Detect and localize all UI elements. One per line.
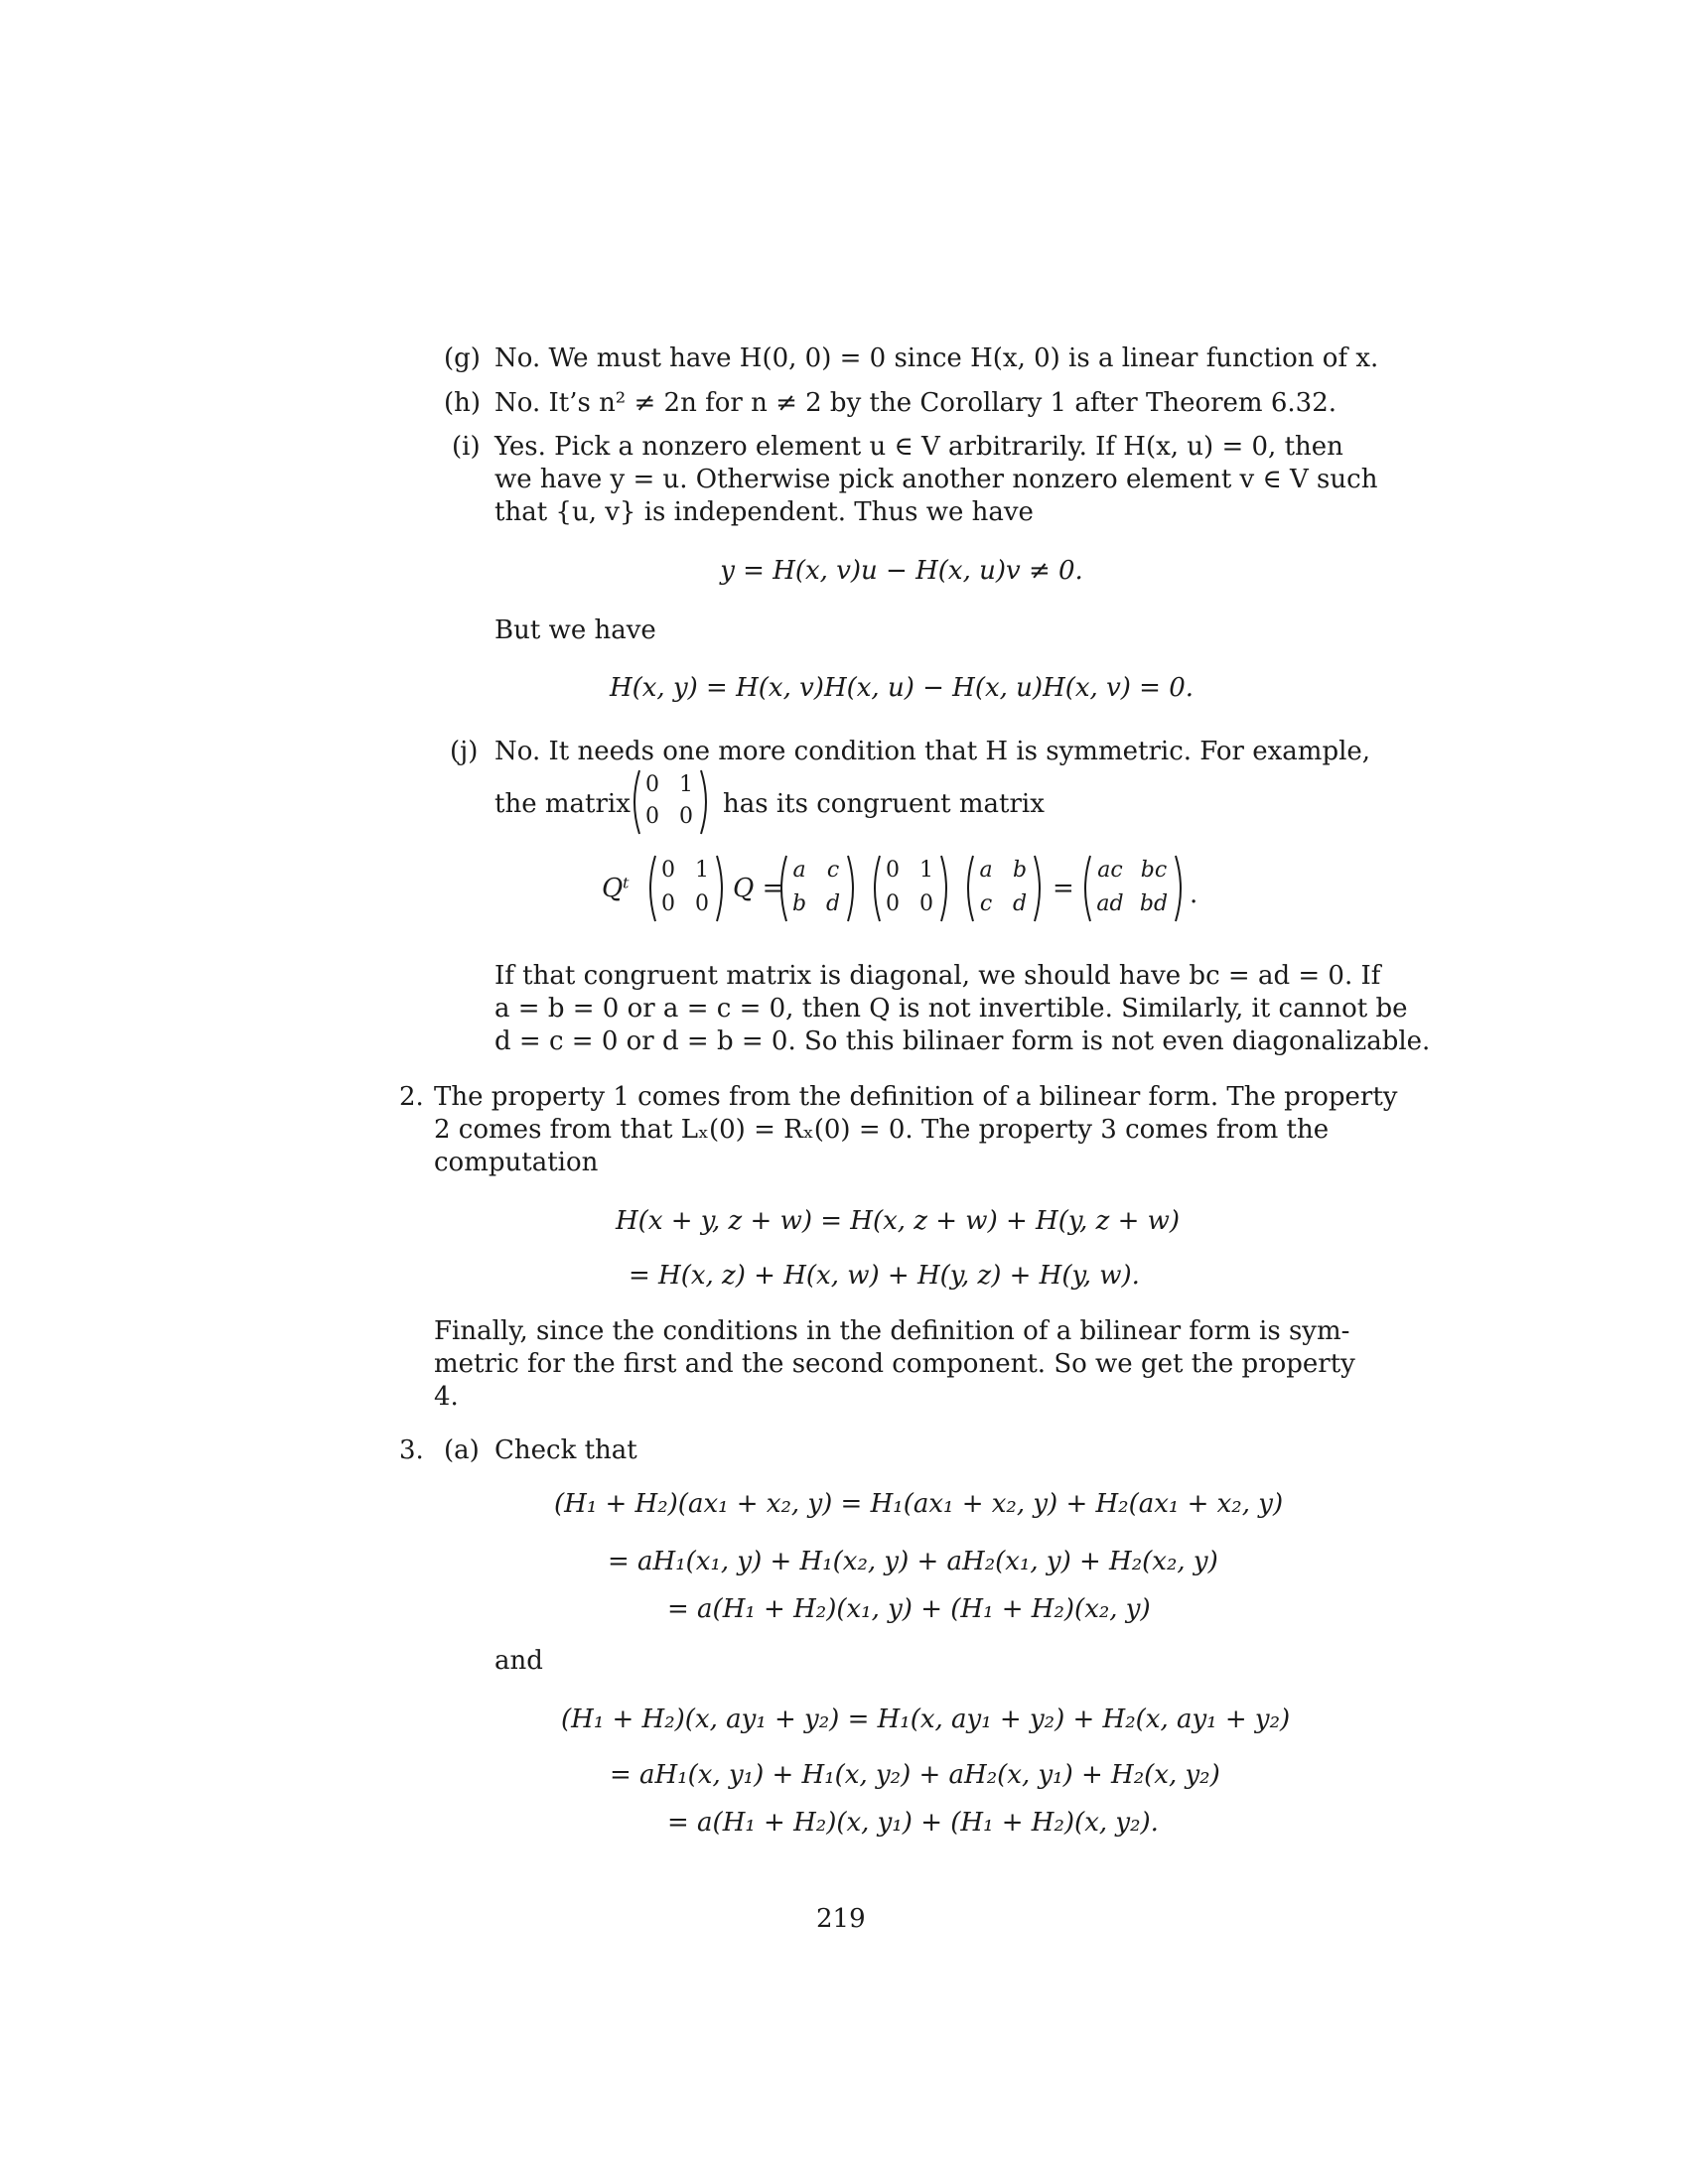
matrix-cell: b	[1012, 858, 1028, 883]
item-2-final-1: Finally, since the conditions in the definition of a bilinear form is sym-	[434, 1316, 1350, 1346]
q-transpose: Qᵗ	[602, 874, 630, 903]
item-g-label: (g)	[444, 343, 481, 373]
matrix-cell: 0	[661, 858, 675, 883]
item-3a-eq-5: = aH₁(x, y₁) + H₁(x, y₂) + aH₂(x, y₁) + H₂(x, y₂)	[610, 1760, 1220, 1790]
item-3a-check-that: Check that	[494, 1435, 637, 1465]
item-j-after-3: d = c = 0 or d = b = 0. So this bilinaer form is not even diagonalizable.	[494, 1026, 1431, 1056]
item-h-text: No. It’s n² ≠ 2n for n ≠ 2 by the Corollary 1 after Theorem 6.32.	[494, 388, 1336, 418]
item-2-final-3: 4.	[434, 1382, 459, 1412]
matrix-cell: 1	[919, 858, 933, 883]
item-3a-eq-3: = a(H₁ + H₂)(x₁, y) + (H₁ + H₂)(x₂, y)	[667, 1594, 1151, 1624]
item-i-line-1: Yes. Pick a nonzero element u ∈ V arbitrarily. If H(x, u) = 0, then	[494, 432, 1343, 462]
item-3-label: 3.	[399, 1435, 424, 1465]
item-j-line-1: No. It needs one more condition that H is symmetric. For example,	[494, 737, 1371, 766]
item-i-label: (i)	[452, 432, 481, 462]
matrix-0-1-0-0	[868, 852, 953, 925]
matrix-cell: a	[979, 858, 993, 883]
item-j-label: (j)	[450, 737, 479, 766]
matrix-cell: 0	[679, 804, 693, 829]
matrix-cell: 0	[645, 772, 659, 797]
item-2-line-3: computation	[434, 1148, 599, 1177]
equation-period: .	[1190, 880, 1198, 909]
item-3a-eq-2: = aH₁(x₁, y) + H₁(x₂, y) + aH₂(x₁, y) + H₂(x₂, y)	[608, 1547, 1218, 1576]
matrix-cell: 1	[695, 858, 709, 883]
item-2-equation-2: = H(x, z) + H(x, w) + H(y, z) + H(y, w).	[629, 1261, 1140, 1291]
item-j-the-matrix: the matrix	[494, 789, 631, 819]
equals-sign: =	[1053, 874, 1074, 903]
item-j-after-1: If that congruent matrix is diagonal, we should have bc = ad = 0. If	[494, 961, 1381, 991]
item-2-equation-1: H(x + y, z + w) = H(x, z + w) + H(y, z + w)	[616, 1206, 1181, 1236]
matrix-cell: 1	[679, 772, 693, 797]
matrix-a-b-c-d	[961, 852, 1047, 925]
matrix-m0-display	[643, 852, 729, 925]
item-i-line-2: we have y = u. Otherwise pick another nonzero element v ∈ V such	[494, 465, 1378, 494]
matrix-cell: 0	[645, 804, 659, 829]
q-equals: Q =	[733, 874, 784, 903]
matrix-a-c-b-d	[774, 852, 860, 925]
matrix-cell: bd	[1139, 891, 1169, 916]
item-2-line-1: The property 1 comes from the definition of a bilinear form. The property	[434, 1082, 1398, 1112]
matrix-cell: bc	[1140, 858, 1168, 883]
matrix-result	[1078, 852, 1188, 925]
item-3a-label: (a)	[444, 1435, 480, 1465]
item-2-line-2: 2 comes from that Lₓ(0) = Rₓ(0) = 0. The property 3 comes from the	[434, 1115, 1330, 1145]
item-g-text: No. We must have H(0, 0) = 0 since H(x, 0) is a linear function of x.	[494, 343, 1379, 373]
matrix-cell: c	[979, 891, 993, 916]
page-number: 219	[816, 1904, 866, 1934]
matrix-cell: a	[792, 858, 806, 883]
item-i-equation-1: y = H(x, v)u − H(x, u)v ≠ 0.	[720, 556, 1083, 586]
matrix-cell: 0	[886, 858, 900, 883]
item-h-label: (h)	[444, 388, 482, 418]
matrix-cell: d	[825, 891, 841, 916]
item-i-equation-2: H(x, y) = H(x, v)H(x, u) − H(x, u)H(x, v) = 0.	[609, 673, 1195, 703]
item-i-line-3: that {u, v} is independent. Thus we have	[494, 497, 1034, 527]
matrix-cell: 0	[919, 891, 933, 916]
item-3a-and: and	[494, 1646, 543, 1676]
item-2-label: 2.	[399, 1082, 424, 1112]
inline-matrix-m0	[628, 766, 713, 838]
item-3a-eq-1: (H₁ + H₂)(ax₁ + x₂, y) = H₁(ax₁ + x₂, y) + H₂(ax₁ + x₂, y)	[554, 1489, 1284, 1519]
matrix-cell: 0	[661, 891, 675, 916]
item-j-has-congruent: has its congruent matrix	[723, 789, 1045, 819]
item-3a-eq-6: = a(H₁ + H₂)(x, y₁) + (H₁ + H₂)(x, y₂).	[667, 1808, 1159, 1838]
matrix-cell: b	[791, 891, 807, 916]
matrix-cell: c	[826, 858, 840, 883]
item-3a-eq-4: (H₁ + H₂)(x, ay₁ + y₂) = H₁(x, ay₁ + y₂) + H₂(x, ay₁ + y₂)	[561, 1705, 1291, 1734]
matrix-cell: ac	[1097, 858, 1123, 883]
matrix-cell: ad	[1096, 891, 1124, 916]
item-i-but-text: But we have	[494, 615, 656, 645]
matrix-cell: d	[1012, 891, 1028, 916]
item-2-final-2: metric for the first and the second component. So we get the property	[434, 1349, 1355, 1379]
item-j-after-2: a = b = 0 or a = c = 0, then Q is not invertible. Similarly, it cannot be	[494, 994, 1408, 1024]
matrix-cell: 0	[886, 891, 900, 916]
matrix-cell: 0	[695, 891, 709, 916]
